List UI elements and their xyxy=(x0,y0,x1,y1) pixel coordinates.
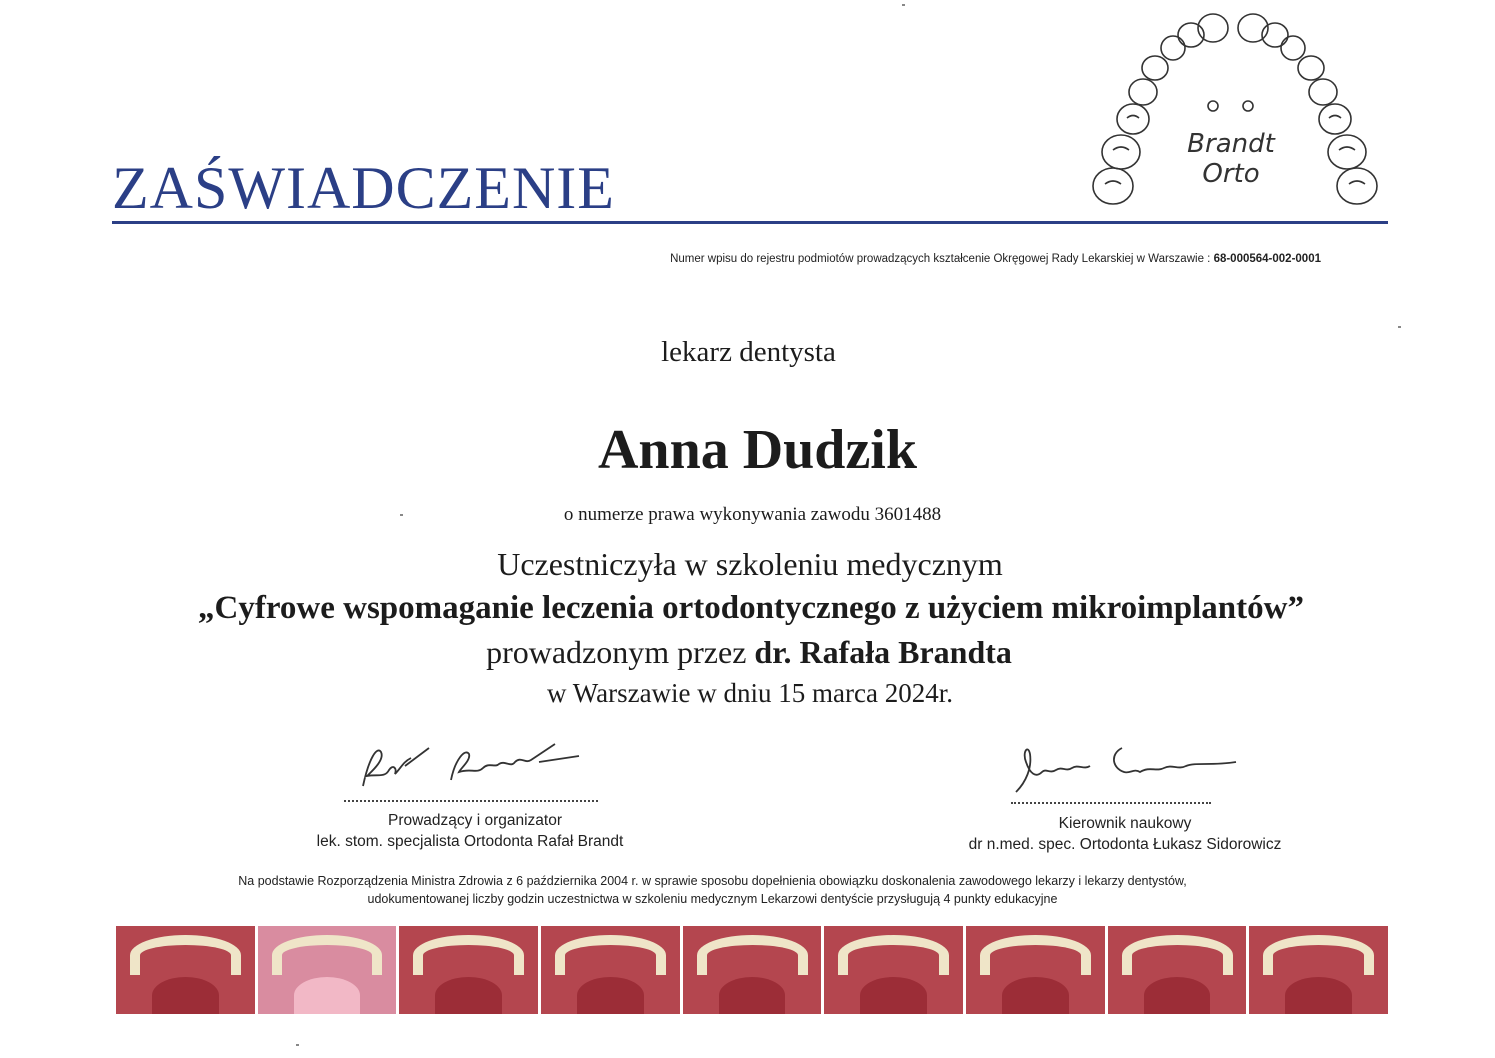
document-title: ZAŚWIADCZENIE xyxy=(112,155,615,221)
brandt-orto-logo xyxy=(1083,6,1393,216)
profession: lekarz dentysta xyxy=(661,336,836,368)
clinical-photo xyxy=(966,926,1105,1014)
signature-left-handwriting xyxy=(355,738,595,798)
clinical-photo xyxy=(116,926,255,1014)
place-and-date: w Warszawie w dniu 15 marca 2024r. xyxy=(547,678,953,708)
registry-label: Numer wpisu do rejestru podmiotów prowadzących kształcenie Okręgowej Rady Lekarskiej w Warszawie : xyxy=(670,253,1211,265)
signature-right-name: dr n.med. spec. Ortodonta Łukasz Sidorowicz xyxy=(968,836,1282,853)
participation-statement: Uczestniczyła w szkoleniu medycznym xyxy=(497,546,1003,582)
logo-text-orto: Orto xyxy=(1202,159,1260,189)
clinical-photo xyxy=(683,926,822,1014)
title-underline xyxy=(112,221,1388,224)
scan-speck xyxy=(1398,326,1401,328)
scan-speck xyxy=(296,1044,299,1046)
recipient-name: Anna Dudzik xyxy=(597,419,918,481)
signature-right-role: Kierownik naukowy xyxy=(1058,815,1192,832)
signature-right-handwriting xyxy=(1010,738,1240,800)
legal-basis-line-2: udokumentowanej liczby godzin uczestnictwa w szkoleniu medycznym Lekarzowi dentyście przysługują 4 punkty edukacyjne xyxy=(367,892,1058,906)
clinical-photo xyxy=(1108,926,1247,1014)
course-lecturer-line xyxy=(0,634,1495,671)
legal-basis-line-1: Na podstawie Rozporządzenia Ministra Zdrowia z 6 października 2004 r. w sprawie sposobu dopełnienia obowiązku doskonalenia zawodowego lekarzy i lekarzy dentystów, xyxy=(238,874,1187,888)
clinical-photo xyxy=(258,926,397,1014)
signature-left-name: lek. stom. specjalista Ortodonta Rafał Brandt xyxy=(316,833,624,850)
registry-number: 68-000564-002-0001 xyxy=(1213,253,1321,265)
signature-right-line xyxy=(1011,802,1211,804)
logo-text-brandt: Brandt xyxy=(1187,129,1275,159)
course-title: „Cyfrowe wspomaganie leczenia ortodontycznego z użyciem mikroimplantów” xyxy=(198,590,1304,626)
clinical-photo-strip xyxy=(116,926,1388,1014)
signature-left-line xyxy=(344,800,598,802)
lecturer-name: dr. Rafała Brandta xyxy=(754,634,1012,670)
clinical-photo xyxy=(1249,926,1388,1014)
scan-speck xyxy=(902,4,905,6)
clinical-photo xyxy=(824,926,963,1014)
lecturer-prefix: prowadzonym przez xyxy=(486,634,747,670)
clinical-photo xyxy=(541,926,680,1014)
scan-speck xyxy=(400,514,403,516)
signature-left-role: Prowadzący i organizator xyxy=(387,812,563,829)
license-number-line: o numerze prawa wykonywania zawodu 3601488 xyxy=(563,504,942,525)
clinical-photo xyxy=(399,926,538,1014)
registry-line xyxy=(670,253,1321,265)
